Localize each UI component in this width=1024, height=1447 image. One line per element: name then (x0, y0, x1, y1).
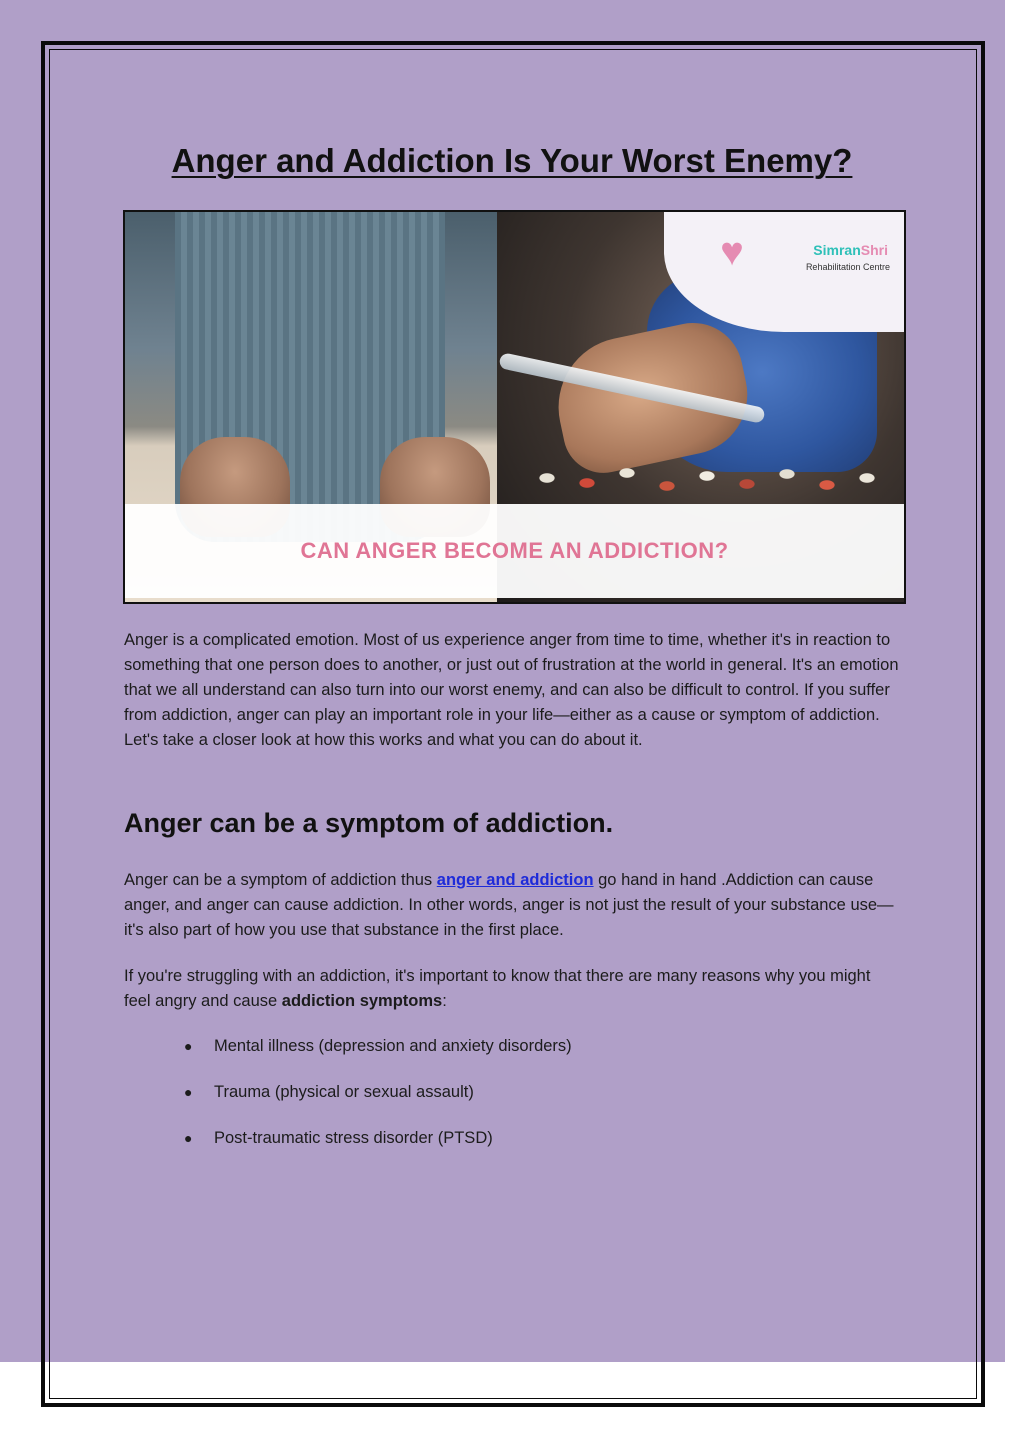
paragraph-text: : (442, 992, 447, 1010)
list-item (184, 1080, 572, 1126)
bullet-icon: ● (184, 1084, 193, 1100)
logo-name-part2: Shri (860, 242, 888, 258)
section-paragraph-2 (124, 964, 899, 1014)
list-item-text: Post-traumatic stress disorder (PTSD) (214, 1129, 493, 1147)
bold-text: addiction symptoms (281, 992, 443, 1010)
list-item-text: Mental illness (depression and anxiety disorders) (214, 1037, 572, 1055)
bullet-icon: ● (184, 1038, 193, 1054)
list-item (184, 1034, 572, 1080)
paragraph-text: Anger can be a symptom of addiction thus (124, 871, 437, 889)
hero-caption: CAN ANGER BECOME AN ADDICTION? (300, 538, 729, 563)
logo-name (813, 242, 888, 258)
logo-name-part1: Simran (813, 242, 861, 258)
list-item-text: Trauma (physical or sexual assault) (214, 1083, 474, 1101)
section-paragraph-1 (124, 868, 899, 943)
anger-and-addiction-link[interactable]: anger and addiction (436, 871, 594, 889)
bullet-list (184, 1034, 572, 1172)
bullet-icon: ● (184, 1130, 193, 1146)
page-title: Anger and Addiction Is Your Worst Enemy? (171, 142, 853, 179)
paragraph-text: If you're struggling with an addiction, it's important to know that there are many reasons why you might feel angry and cause (124, 967, 871, 1010)
pills-graphic (517, 458, 897, 498)
hero-caption-band (125, 504, 904, 598)
heart-lotus-icon: ♥ (720, 230, 744, 274)
list-item (184, 1126, 572, 1172)
logo-subtitle: Rehabilitation Centre (805, 262, 890, 272)
section-heading: Anger can be a symptom of addiction. (124, 808, 614, 838)
intro-paragraph: Anger is a complicated emotion. Most of us experience anger from time to time, whether it's in reaction to something that one person does to another, or just out of frustration at the world in general. It's an emotion that we all understand can also turn into our worst enemy, and can also be difficult to control. If you suffer from addiction, anger can play an important role in your life—either as a cause or symptom of addiction. Let's take a closer look at how this works and what you can do about it. (124, 631, 899, 749)
paragraph-text: go hand in hand .Addiction can cause anger, and anger can cause addiction. In other words, anger is not just the result of your substance use—it's also part of how you use that substance in the first place. (124, 871, 894, 939)
hero-image (123, 210, 906, 604)
